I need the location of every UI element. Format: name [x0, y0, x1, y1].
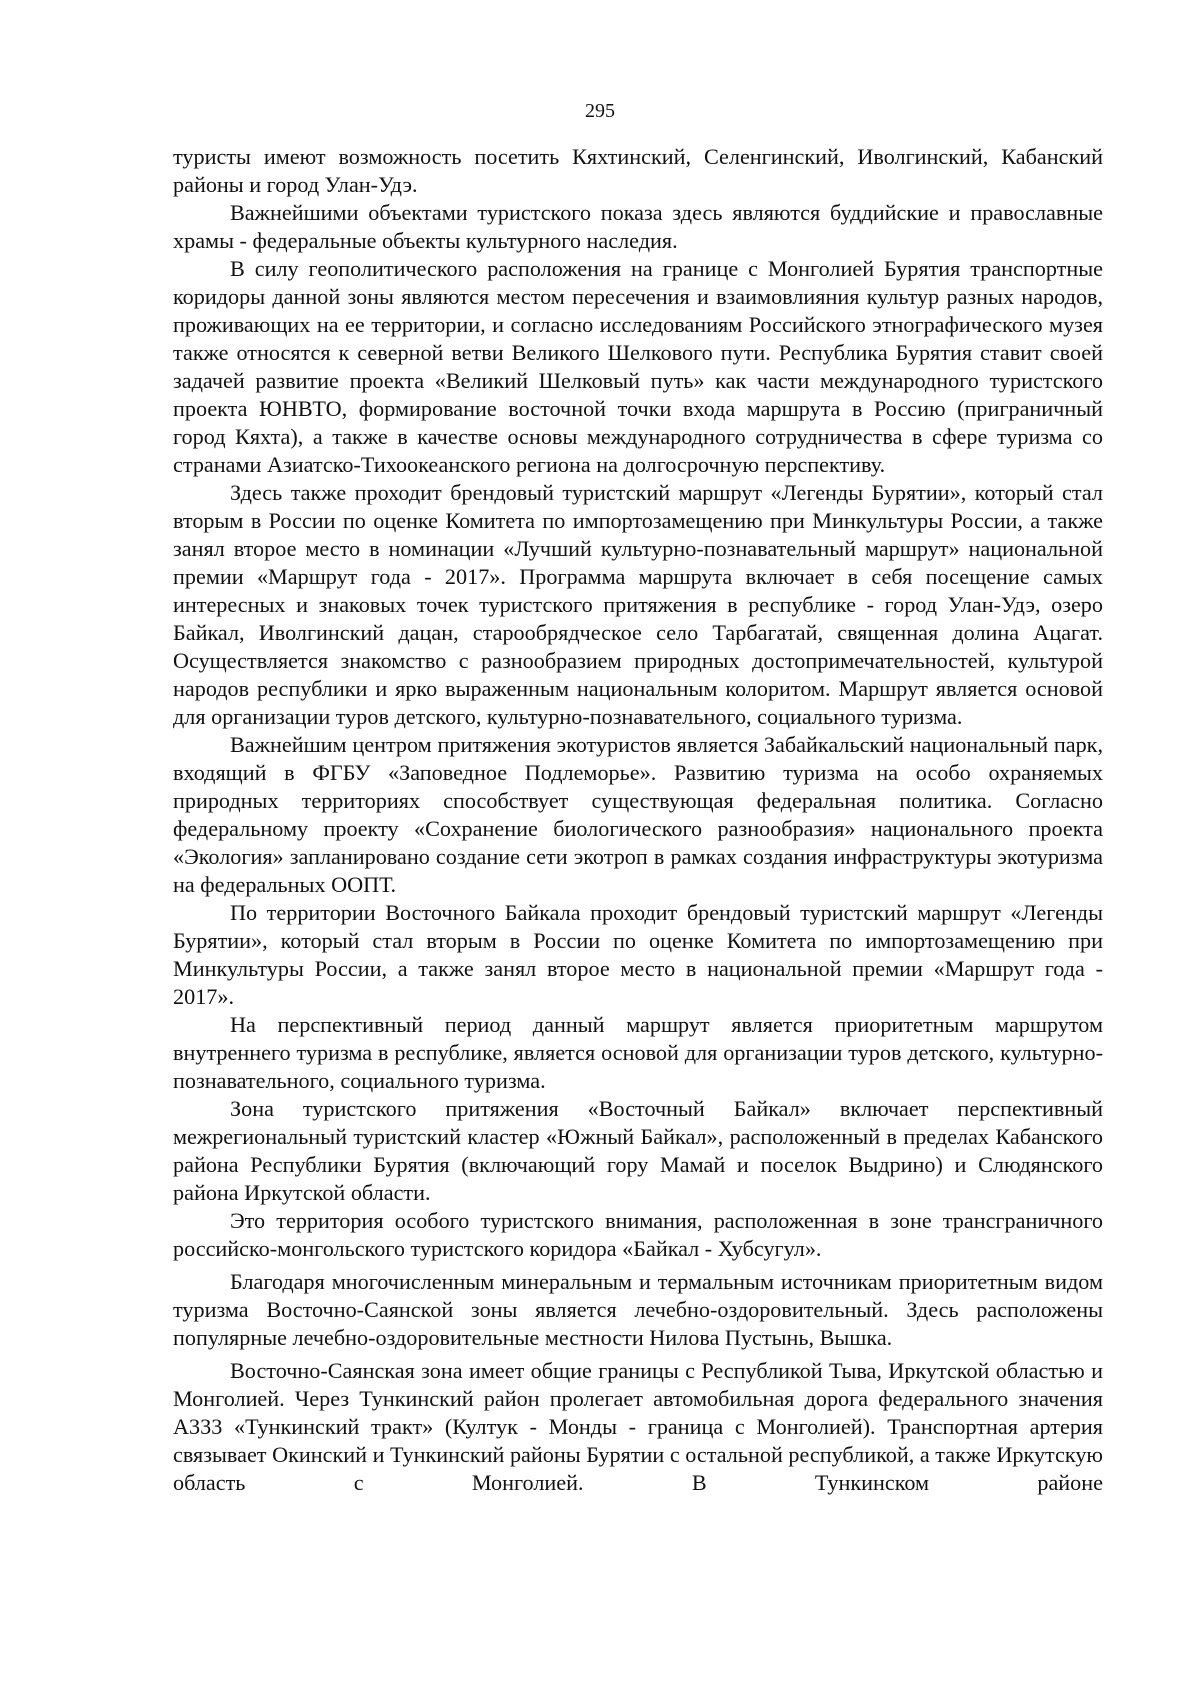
paragraph-1: туристы имеют возможность посетить Кяхтинский, Селенгинский, Иволгинский, Кабанский районы и город Улан-Удэ.: [173, 144, 1103, 197]
paragraph-11: Восточно-Саянская зона имеет общие границы с Республикой Тыва, Иркутской областью и Монголией. Через Тункинский район пролегает автомобильная дорога федерального значения А333 «Тункинский тракт» (Култук - Монды - граница с Монголией). Транспортная артерия связывает Окинский и Тункинский районы Бурятии с остальной республикой, а также Иркутскую область с Монголией. В Тункинском районе: [173, 1358, 1103, 1495]
paragraph-4: Здесь также проходит брендовый туристский маршрут «Легенды Бурятии», который стал вторым в России по оценке Комитета по импортозамещению при Минкультуры России, а также занял второе место в номинации «Лучший культурно-познавательный маршрут» национальной премии «Маршрут года - 2017». Программа маршрута включает в себя посещение самых интересных и знаковых точек туристского притяжения в республике - город Улан-Удэ, озеро Байкал, Иволгинский дацан, старообрядческое село Тарбагатай, священная долина Ацагат. Осуществляется знакомство с разнообразием природных достопримечательностей, культурой народов республики и ярко выраженным национальным колоритом. Маршрут является основой для организации туров детского, культурно-познавательного, социального туризма.: [173, 480, 1103, 729]
paragraph-9: Это территория особого туристского внимания, расположенная в зоне трансграничного российско-монгольского туристского коридора «Байкал - Хубсугул».: [173, 1208, 1103, 1261]
paragraph-2: Важнейшими объектами туристского показа здесь являются буддийские и православные храмы - федеральные объекты культурного наследия.: [173, 200, 1103, 253]
paragraph-5: Важнейшим центром притяжения экотуристов является Забайкальский национальный парк, входящий в ФГБУ «Заповедное Подлеморье». Развитию туризма на особо охраняемых природных территориях способствует существующая федеральная политика. Согласно федеральному проекту «Сохранение биологического разнообразия» национального проекта «Экология» запланировано создание сети экотроп в рамках создания инфраструктуры экотуризма на федеральных ООПТ.: [173, 732, 1103, 897]
paragraph-10: Благодаря многочисленным минеральным и термальным источникам приоритетным видом туризма Восточно-Саянской зоны является лечебно-оздоровительный. Здесь расположены популярные лечебно-оздоровительные местности Нилова Пустынь, Вышка.: [173, 1269, 1103, 1350]
paragraph-3: В силу геополитического расположения на границе с Монголией Бурятия транспортные коридоры данной зоны являются местом пересечения и взаимовлияния культур разных народов, проживающих на ее территории, и согласно исследованиям Российского этнографического музея также относятся к северной ветви Великого Шелкового пути. Республика Бурятия ставит своей задачей развитие проекта «Великий Шелковый путь» как части международного туристского проекта ЮНВТО, формирование восточной точки входа маршрута в Россию (приграничный город Кяхта), а также в качестве основы международного сотрудничества в сфере туризма со странами Азиатско-Тихоокеанского региона на долгосрочную перспективу.: [173, 256, 1103, 477]
page-number: 295: [585, 100, 615, 122]
document-body: [173, 143, 1103, 1497]
paragraph-6: По территории Восточного Байкала проходит брендовый туристский маршрут «Легенды Бурятии», который стал вторым в России по оценке Комитета по импортозамещению при Минкультуры России, а также занял второе место в национальной премии «Маршрут года - 2017».: [173, 900, 1103, 1009]
paragraph-8: Зона туристского притяжения «Восточный Байкал» включает перспективный межрегиональный туристский кластер «Южный Байкал», расположенный в пределах Кабанского района Республики Бурятия (включающий гору Мамай и поселок Выдрино) и Слюдянского района Иркутской области.: [173, 1096, 1103, 1205]
paragraph-7: На перспективный период данный маршрут является приоритетным маршрутом внутреннего туризма в республике, является основой для организации туров детского, культурно-познавательного, социального туризма.: [173, 1012, 1103, 1093]
